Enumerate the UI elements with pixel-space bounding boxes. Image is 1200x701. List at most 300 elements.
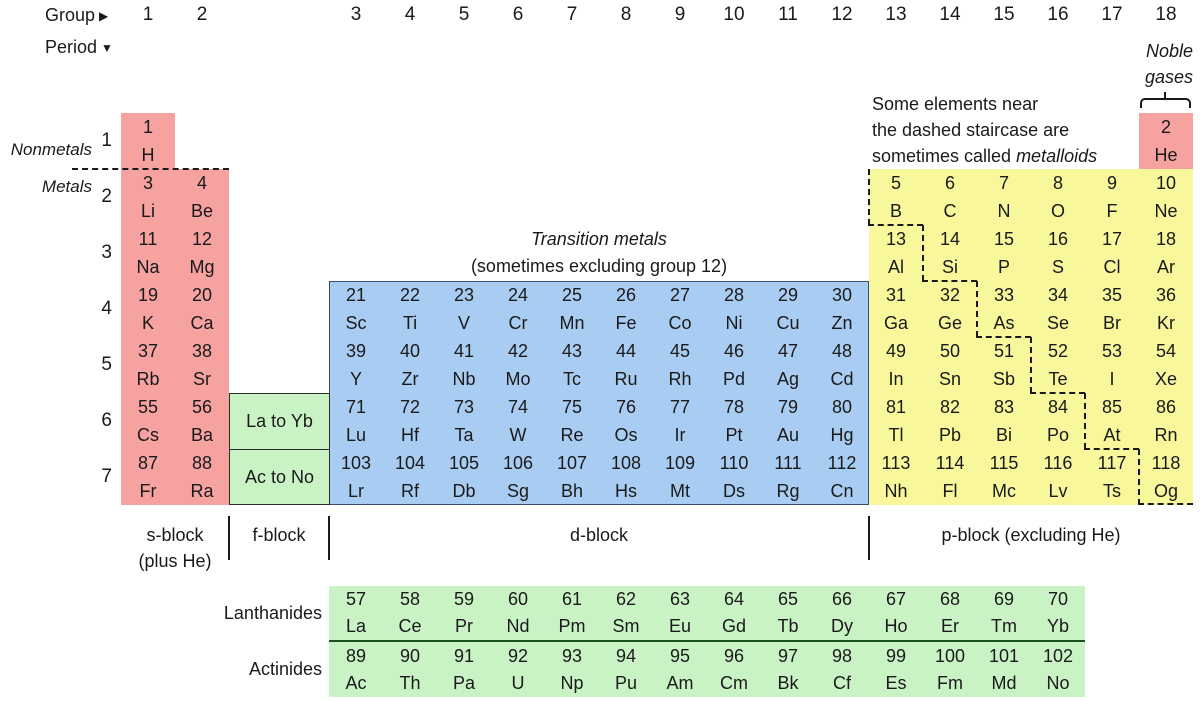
element-number: 35 <box>1101 285 1123 305</box>
element-symbol: Cd <box>830 369 854 389</box>
element-number: 90 <box>399 646 421 666</box>
element-cell-se <box>1031 281 1085 337</box>
element-cell-fl <box>923 449 977 505</box>
element-number: 114 <box>935 453 965 473</box>
element-number: 61 <box>561 589 583 609</box>
element-cell-be <box>175 169 229 225</box>
element-cell-h <box>121 113 175 169</box>
element-number: 85 <box>1101 397 1123 417</box>
element-cell-f <box>1085 169 1139 225</box>
element-symbol: P <box>997 257 1010 277</box>
element-number: 80 <box>831 397 853 417</box>
f-block-label: f-block <box>252 525 306 545</box>
element-symbol: Se <box>1046 313 1070 333</box>
element-cell-am <box>653 643 707 697</box>
element-number: 66 <box>831 589 853 609</box>
element-cell-y <box>329 337 383 393</box>
element-symbol: Fm <box>937 673 963 693</box>
element-symbol: Fr <box>139 481 157 501</box>
element-cell-na <box>121 225 175 281</box>
element-number: 5 <box>890 173 901 193</box>
group-axis-label <box>45 4 108 26</box>
element-symbol: Bi <box>995 425 1012 445</box>
element-cell-zr <box>383 337 437 393</box>
noble-gases-label <box>1093 38 1193 90</box>
element-symbol: Ge <box>937 313 962 333</box>
group-number-3: 3 <box>350 4 362 25</box>
block-label-divider-3 <box>868 516 870 560</box>
element-symbol: Tc <box>563 369 581 389</box>
group-number-11: 11 <box>778 4 798 25</box>
element-number: 38 <box>191 341 213 361</box>
down-arrow-icon: ▼ <box>101 41 113 55</box>
element-symbol: Bk <box>777 673 799 693</box>
element-cell-sm <box>599 586 653 640</box>
group-number-1: 1 <box>142 4 154 25</box>
element-cell-rb <box>121 337 175 393</box>
element-number: 7 <box>998 173 1009 193</box>
element-cell-og <box>1139 449 1193 505</box>
element-symbol: Np <box>560 673 584 693</box>
element-number: 19 <box>137 285 159 305</box>
element-cell-p <box>977 225 1031 281</box>
staircase-dash-vertical-3 <box>976 281 978 337</box>
element-cell-er <box>923 586 977 640</box>
element-number: 43 <box>561 341 583 361</box>
element-symbol: Si <box>941 257 958 277</box>
element-symbol: Mo <box>505 369 531 389</box>
element-number: 73 <box>453 397 475 417</box>
element-symbol: Ar <box>1157 257 1175 277</box>
noble-gases-brace <box>1140 98 1191 108</box>
element-cell-pm <box>545 586 599 640</box>
right-arrow-icon: ▶ <box>99 9 109 23</box>
element-number: 56 <box>191 397 213 417</box>
element-number: 99 <box>885 646 907 666</box>
group-number-6: 6 <box>512 4 524 25</box>
element-cell-cn <box>815 449 869 505</box>
staircase-dash-horizontal-1 <box>868 224 923 226</box>
element-cell-sc <box>329 281 383 337</box>
element-symbol: S <box>1051 257 1064 277</box>
element-cell-np <box>545 643 599 697</box>
element-symbol: Bh <box>560 481 584 501</box>
element-cell-pr <box>437 586 491 640</box>
element-symbol: Sr <box>193 369 211 389</box>
staircase-dash-horizontal-2 <box>922 280 977 282</box>
element-cell-pd <box>707 337 761 393</box>
group-number-12: 12 <box>831 4 853 25</box>
element-cell-rh <box>653 337 707 393</box>
element-cell-at <box>1085 393 1139 449</box>
element-cell-as <box>977 281 1031 337</box>
group-number-18: 18 <box>1155 4 1177 25</box>
element-number: 22 <box>399 285 421 305</box>
group-number-2: 2 <box>196 4 208 25</box>
element-symbol: Cn <box>830 481 854 501</box>
element-number: 81 <box>885 397 907 417</box>
element-number: 65 <box>777 589 799 609</box>
staircase-dash-vertical-5 <box>1084 393 1086 449</box>
element-number: 26 <box>615 285 637 305</box>
lanthanides-label: Lanthanides <box>223 603 322 623</box>
element-symbol: Zr <box>401 369 419 389</box>
element-symbol: Sm <box>612 616 640 636</box>
element-cell-sr <box>175 337 229 393</box>
element-symbol: Lr <box>347 481 364 501</box>
element-number: 11 <box>138 229 158 249</box>
element-symbol: N <box>997 201 1011 221</box>
p-block-label: p-block (excluding He) <box>941 525 1121 545</box>
element-cell-md <box>977 643 1031 697</box>
element-cell-co <box>653 281 707 337</box>
element-number: 12 <box>191 229 213 249</box>
element-symbol: Y <box>349 369 362 389</box>
element-symbol: Cu <box>776 313 800 333</box>
element-symbol: Ta <box>454 425 474 445</box>
element-number: 102 <box>1042 646 1074 666</box>
element-symbol: Ds <box>723 481 745 501</box>
element-symbol: Th <box>399 673 421 693</box>
element-cell-si <box>923 225 977 281</box>
period-axis-label <box>45 36 113 58</box>
element-cell-u <box>491 643 545 697</box>
f-block-placeholder-period7: Ac to No <box>229 449 330 505</box>
element-symbol: Ru <box>614 369 638 389</box>
element-cell-mc <box>977 449 1031 505</box>
element-number: 117 <box>1097 453 1127 473</box>
staircase-dash-horizontal-3 <box>976 336 1031 338</box>
element-symbol: Fe <box>615 313 637 333</box>
element-cell-db <box>437 449 491 505</box>
element-symbol: Na <box>136 257 160 277</box>
element-number: 109 <box>664 453 696 473</box>
element-number: 104 <box>394 453 426 473</box>
element-symbol: Pm <box>558 616 586 636</box>
element-symbol: Am <box>666 673 694 693</box>
element-number: 17 <box>1101 229 1123 249</box>
element-cell-pu <box>599 643 653 697</box>
element-cell-lr <box>329 449 383 505</box>
element-symbol: Hs <box>615 481 637 501</box>
element-cell-cs <box>121 393 175 449</box>
element-cell-kr <box>1139 281 1193 337</box>
element-number: 32 <box>939 285 961 305</box>
element-symbol: Al <box>887 257 904 277</box>
element-number: 40 <box>399 341 421 361</box>
element-symbol: Dy <box>831 616 853 636</box>
noble-gases-line1: Noble <box>1145 41 1193 61</box>
metals-label: Metals <box>41 177 92 196</box>
element-symbol: Md <box>991 673 1017 693</box>
s-block-sublabel: (plus He) <box>138 551 212 571</box>
element-number: 115 <box>989 453 1019 473</box>
element-symbol: Sg <box>506 481 530 501</box>
element-number: 59 <box>453 589 475 609</box>
element-number: 54 <box>1155 341 1177 361</box>
element-symbol: Rf <box>401 481 419 501</box>
element-cell-dy <box>815 586 869 640</box>
element-cell-ba <box>175 393 229 449</box>
element-number: 15 <box>993 229 1015 249</box>
element-cell-in <box>869 337 923 393</box>
element-number: 98 <box>831 646 853 666</box>
element-cell-hg <box>815 393 869 449</box>
element-symbol: Rh <box>668 369 692 389</box>
element-symbol: C <box>943 201 957 221</box>
element-symbol: La <box>345 616 367 636</box>
element-symbol: Tl <box>888 425 904 445</box>
element-cell-br <box>1085 281 1139 337</box>
element-number: 18 <box>1155 229 1177 249</box>
element-cell-nb <box>437 337 491 393</box>
element-symbol: W <box>509 425 527 445</box>
element-symbol: Nd <box>506 616 530 636</box>
element-number: 75 <box>561 397 583 417</box>
element-number: 111 <box>774 453 802 473</box>
element-number: 30 <box>831 285 853 305</box>
element-cell-nh <box>869 449 923 505</box>
element-number: 95 <box>669 646 691 666</box>
element-cell-os <box>599 393 653 449</box>
element-cell-i <box>1085 337 1139 393</box>
element-cell-rg <box>761 449 815 505</box>
f-block-placeholder-period6: La to Yb <box>229 393 330 450</box>
element-number: 1 <box>142 117 153 137</box>
element-cell-bh <box>545 449 599 505</box>
element-symbol: Ti <box>402 313 418 333</box>
element-symbol: Sn <box>938 369 962 389</box>
element-symbol: Ra <box>190 481 214 501</box>
element-number: 50 <box>939 341 961 361</box>
element-symbol: Ce <box>398 616 422 636</box>
element-symbol: Cm <box>720 673 748 693</box>
element-number: 89 <box>345 646 367 666</box>
element-number: 100 <box>934 646 966 666</box>
element-number: 23 <box>453 285 475 305</box>
element-symbol: O <box>1050 201 1065 221</box>
element-symbol: Ne <box>1154 201 1178 221</box>
element-cell-ac <box>329 643 383 697</box>
element-symbol: Pd <box>722 369 746 389</box>
element-number: 4 <box>196 173 207 193</box>
element-number: 108 <box>610 453 642 473</box>
element-symbol: Ga <box>883 313 908 333</box>
element-symbol: Mn <box>559 313 585 333</box>
staircase-dash-horizontal-5 <box>1084 448 1139 450</box>
element-cell-es <box>869 643 923 697</box>
block-label-divider-1 <box>228 516 230 560</box>
element-cell-tl <box>869 393 923 449</box>
transition-metals-sublabel: (sometimes excluding group 12) <box>470 256 728 276</box>
element-cell-au <box>761 393 815 449</box>
element-number: 82 <box>939 397 961 417</box>
element-symbol: Ca <box>190 313 214 333</box>
element-cell-rn <box>1139 393 1193 449</box>
element-symbol: Ir <box>674 425 686 445</box>
element-cell-ho <box>869 586 923 640</box>
element-symbol: He <box>1154 145 1178 165</box>
element-number: 36 <box>1155 285 1177 305</box>
element-number: 106 <box>502 453 534 473</box>
group-number-10: 10 <box>723 4 745 25</box>
element-symbol: Cl <box>1103 257 1121 277</box>
element-number: 8 <box>1052 173 1063 193</box>
element-number: 14 <box>939 229 961 249</box>
element-number: 41 <box>453 341 475 361</box>
element-cell-gd <box>707 586 761 640</box>
element-symbol: As <box>993 313 1015 333</box>
element-number: 72 <box>399 397 421 417</box>
metalloid-note-line3-prefix: sometimes called <box>872 146 1017 166</box>
element-number: 69 <box>993 589 1015 609</box>
element-cell-n <box>977 169 1031 225</box>
element-cell-he <box>1139 113 1193 169</box>
element-symbol: Pu <box>614 673 638 693</box>
element-number: 21 <box>345 285 367 305</box>
element-symbol: Nh <box>884 481 908 501</box>
element-symbol: H <box>141 145 155 165</box>
element-number: 71 <box>345 397 367 417</box>
element-number: 48 <box>831 341 853 361</box>
element-number: 49 <box>885 341 907 361</box>
element-symbol: Po <box>1046 425 1070 445</box>
element-symbol: Tm <box>991 616 1017 636</box>
element-number: 107 <box>556 453 588 473</box>
group-number-7: 7 <box>566 4 578 25</box>
element-cell-ag <box>761 337 815 393</box>
element-number: 97 <box>777 646 799 666</box>
element-symbol: Hf <box>401 425 419 445</box>
element-cell-fe <box>599 281 653 337</box>
element-symbol: Cf <box>833 673 851 693</box>
element-symbol: Es <box>885 673 907 693</box>
element-cell-c <box>923 169 977 225</box>
element-cell-hf <box>383 393 437 449</box>
element-symbol: Li <box>140 201 155 221</box>
element-cell-zn <box>815 281 869 337</box>
element-cell-ru <box>599 337 653 393</box>
metalloid-note-line1: Some elements near <box>872 94 1039 114</box>
element-symbol: K <box>141 313 154 333</box>
element-symbol: Db <box>452 481 476 501</box>
element-cell-ta <box>437 393 491 449</box>
element-symbol: In <box>888 369 904 389</box>
element-cell-bk <box>761 643 815 697</box>
element-symbol: U <box>511 673 525 693</box>
transition-metals-label: Transition metals <box>531 229 667 249</box>
element-number: 31 <box>885 285 907 305</box>
element-cell-tm <box>977 586 1031 640</box>
element-number: 88 <box>191 453 213 473</box>
element-cell-ga <box>869 281 923 337</box>
element-cell-mn <box>545 281 599 337</box>
element-cell-s <box>1031 225 1085 281</box>
element-symbol: Er <box>941 616 959 636</box>
element-number: 46 <box>723 341 745 361</box>
element-symbol: At <box>1103 425 1121 445</box>
element-symbol: Xe <box>1154 369 1178 389</box>
element-cell-cd <box>815 337 869 393</box>
element-number: 64 <box>723 589 745 609</box>
element-number: 118 <box>1151 453 1181 473</box>
element-symbol: Sb <box>992 369 1016 389</box>
element-symbol: Pr <box>455 616 473 636</box>
element-number: 37 <box>137 341 159 361</box>
element-symbol: Ni <box>725 313 743 333</box>
period-number-7: 7 <box>101 466 112 487</box>
element-cell-ne <box>1139 169 1193 225</box>
element-cell-eu <box>653 586 707 640</box>
element-number: 9 <box>1106 173 1117 193</box>
element-symbol: Tb <box>777 616 799 636</box>
element-cell-mt <box>653 449 707 505</box>
element-cell-cl <box>1085 225 1139 281</box>
staircase-dash-vertical-4 <box>1030 337 1032 393</box>
element-number: 110 <box>719 453 749 473</box>
group-number-8: 8 <box>620 4 632 25</box>
element-symbol: Be <box>190 201 214 221</box>
staircase-dash-horizontal-6 <box>1138 503 1193 505</box>
group-label-text: Group <box>45 5 96 25</box>
element-cell-ts <box>1085 449 1139 505</box>
element-cell-lv <box>1031 449 1085 505</box>
element-symbol: Br <box>1103 313 1121 333</box>
element-number: 16 <box>1047 229 1069 249</box>
staircase-dash-vertical-6 <box>1138 449 1140 505</box>
element-symbol: Co <box>668 313 692 333</box>
element-cell-cu <box>761 281 815 337</box>
element-number: 3 <box>142 173 153 193</box>
period-number-1: 1 <box>101 130 112 151</box>
element-cell-hs <box>599 449 653 505</box>
element-symbol: Ag <box>776 369 800 389</box>
element-symbol: Lv <box>1048 481 1068 501</box>
element-cell-tb <box>761 586 815 640</box>
element-symbol: Rn <box>1154 425 1178 445</box>
element-symbol: V <box>457 313 470 333</box>
element-cell-v <box>437 281 491 337</box>
element-number: 84 <box>1047 397 1069 417</box>
element-symbol: Mc <box>992 481 1016 501</box>
element-symbol: Ba <box>190 425 214 445</box>
element-cell-bi <box>977 393 1031 449</box>
element-symbol: Lu <box>345 425 367 445</box>
element-number: 86 <box>1155 397 1177 417</box>
period-number-4: 4 <box>101 298 112 319</box>
element-number: 91 <box>453 646 475 666</box>
metalloid-note-line2: the dashed staircase are <box>872 120 1070 140</box>
element-symbol: B <box>889 201 902 221</box>
period-number-3: 3 <box>101 242 112 263</box>
element-cell-ti <box>383 281 437 337</box>
element-symbol: Au <box>776 425 800 445</box>
s-block-label: s-block <box>146 525 204 545</box>
element-number: 92 <box>507 646 529 666</box>
element-cell-cr <box>491 281 545 337</box>
element-cell-o <box>1031 169 1085 225</box>
element-cell-xe <box>1139 337 1193 393</box>
element-number: 34 <box>1047 285 1069 305</box>
staircase-dash-vertical-2 <box>922 225 924 281</box>
group-number-4: 4 <box>404 4 416 25</box>
group-number-15: 15 <box>993 4 1015 25</box>
group-number-9: 9 <box>674 4 686 25</box>
element-number: 70 <box>1047 589 1069 609</box>
element-cell-li <box>121 169 175 225</box>
element-cell-pa <box>437 643 491 697</box>
element-cell-yb <box>1031 586 1085 640</box>
